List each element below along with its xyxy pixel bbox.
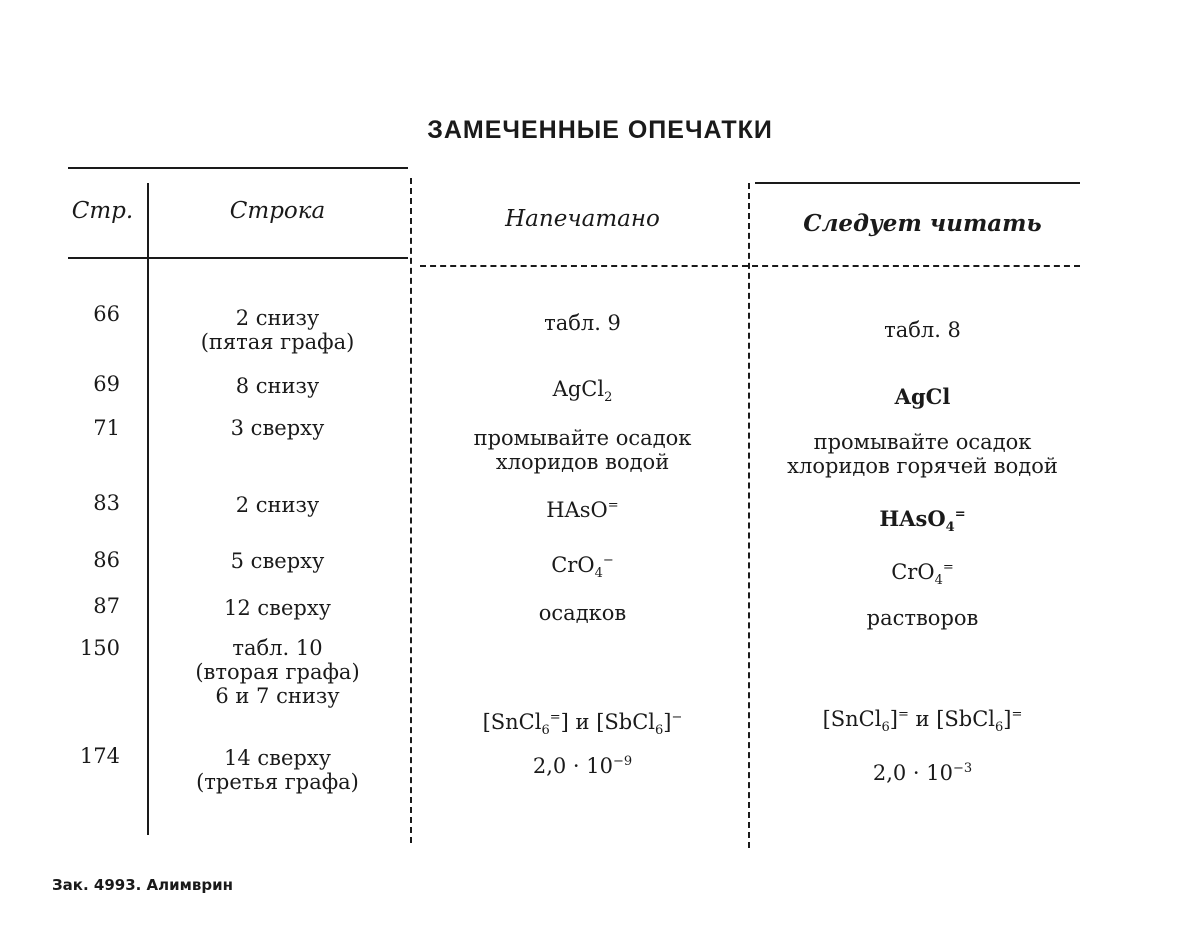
row-should-read: растворов <box>866 606 979 630</box>
row-printed: $2,0 \cdot 10^{-9}$ <box>532 754 633 778</box>
table-row-page: 150 <box>79 636 120 660</box>
row-printed: табл. 9 <box>544 311 621 335</box>
row-printed: HAsO= <box>546 498 619 522</box>
table-row-page: 66 <box>93 302 120 326</box>
table-row-page: 87 <box>93 594 120 618</box>
table-top-rule <box>68 167 408 169</box>
column-divider-2 <box>410 178 412 843</box>
header-printed: Напечатано <box>505 206 660 232</box>
header-bottom-rule <box>68 257 408 259</box>
row-line-ref: 3 сверху <box>230 416 325 440</box>
column-divider-3 <box>748 183 750 848</box>
table-row-page: 69 <box>93 372 120 396</box>
row-printed: осадков <box>538 601 627 625</box>
table-row-page: 174 <box>79 744 120 768</box>
row-should-read: [SnCl$_6$]= и [SbCl$_6$]= <box>822 707 1023 736</box>
row-line-ref: 2 снизу <box>235 493 320 517</box>
header-line: Строка <box>229 198 326 224</box>
row-should-read: табл. 8 <box>884 318 961 342</box>
row-line-ref: 8 снизу <box>235 374 320 398</box>
row-printed: CrO$_4$− <box>551 553 614 582</box>
header-bottom-rule-right <box>420 265 1080 267</box>
row-line-ref: 12 сверху <box>223 596 332 620</box>
row-line-ref: табл. 10 (вторая графа) 6 и 7 снизу <box>195 636 360 708</box>
header-should-read: Следует читать <box>803 210 1042 237</box>
print-order-footer: Зак. 4993. Алимврин <box>52 876 234 894</box>
row-should-read: CrO$_4$= <box>891 560 954 589</box>
row-should-read: промывайте осадок хлоридов горячей водой <box>787 430 1058 478</box>
header-page: Стр. <box>71 198 134 224</box>
table-row-page: 83 <box>93 491 120 515</box>
row-printed: AgCl$_2$ <box>552 377 613 406</box>
row-printed: [SnCl$_6$=] и [SbCl$_6$]− <box>482 710 683 739</box>
table-row-page: 71 <box>93 416 120 440</box>
row-should-read: $2,0 \cdot 10^{-3}$ <box>872 761 973 785</box>
page-title: ЗАМЕЧЕННЫЕ ОПЕЧАТКИ <box>427 116 773 144</box>
row-line-ref: 5 сверху <box>230 549 325 573</box>
row-printed: промывайте осадок хлоридов водой <box>473 426 692 474</box>
row-line-ref: 2 снизу (пятая графа) <box>200 306 355 354</box>
table-row-page: 86 <box>93 548 120 572</box>
column-divider-1 <box>147 183 149 835</box>
row-should-read: HAsO$_4$= <box>879 506 966 536</box>
table-top-rule-right <box>755 182 1080 184</box>
row-line-ref: 14 сверху (третья графа) <box>196 746 359 794</box>
row-should-read: AgCl <box>894 384 951 409</box>
